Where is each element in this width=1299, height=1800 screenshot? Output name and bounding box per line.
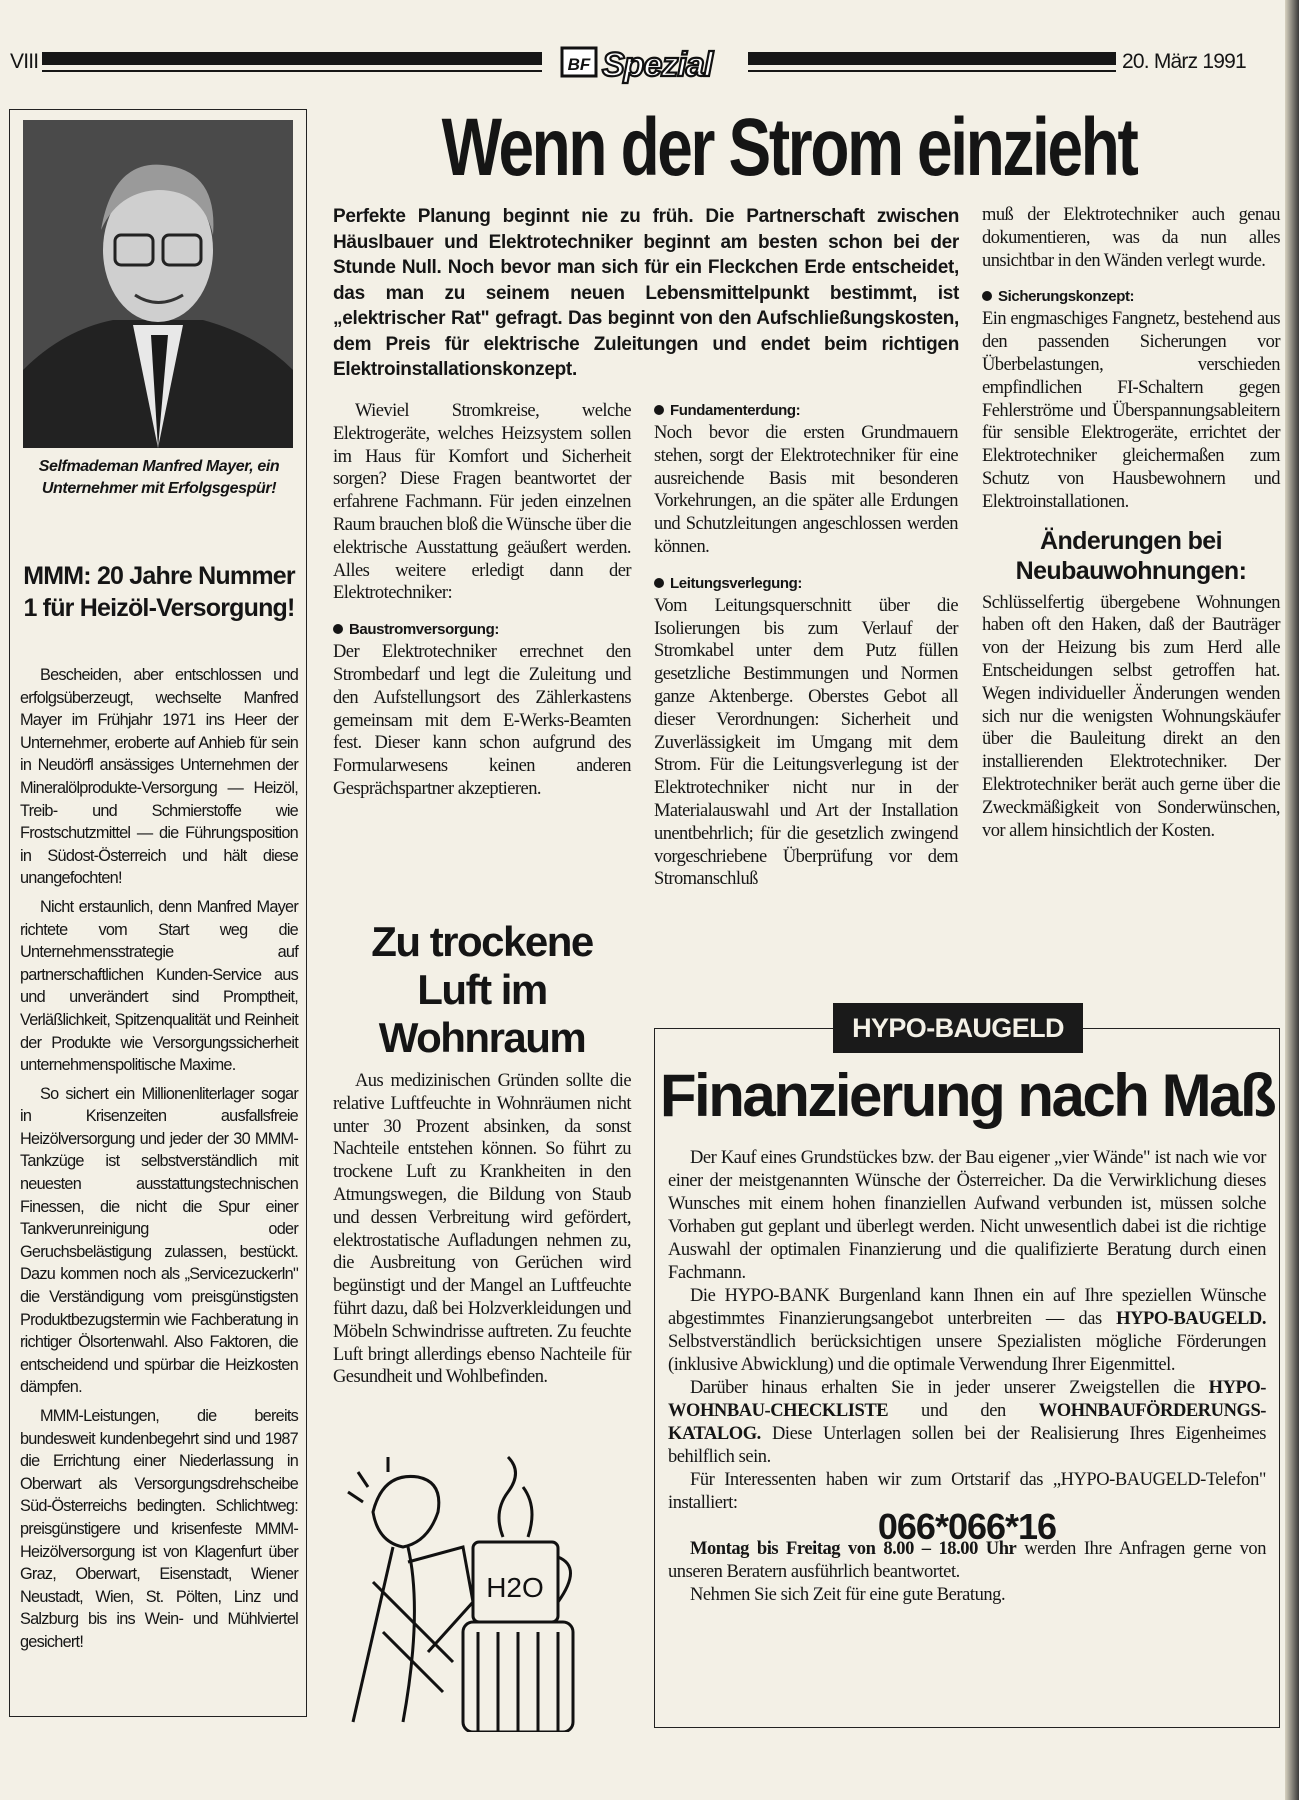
bullet-icon [333, 624, 343, 634]
paragraph: So sichert ein Millionenliterlager sogar in Krisenzeiten ausfallsfreie Heizölversorgung und jeder der 30 MMM-Tankzüge ist selbstverständlich mit neuesten ausstattungstechnischen Finessen, die nicht die Spur einer Tankverunreinigung oder Geruchsbelästigung zulassen, bestückt. Dazu kommen noch als „Servicezuckerln" die Verständigung vom preisgünstigsten Produktbezugstermin wie Fachberatung in richtiger Ölsortenwahl. Also Faktoren, die entscheidend und spürbar die Heizkosten dämpfen. [20, 1084, 298, 1397]
paragraph: Wieviel Stromkreise, welche Elektrogeräte, welches Heizsystem sollen im Haus für Komfort und Sicherheit sorgen? Diese Fragen beantwortet der erfahrene Fachmann. Für jeden einzelnen Raum brauchen bloß die Wünsche über die elektrische Ausstattung geäußert werden. Alles weitere erledigt dann der Elektrotechniker: [333, 401, 631, 604]
header-rule-right [748, 52, 1116, 65]
paragraph: MMM-Leistungen, die bereits bundesweit kundenbegehrt sind und 1987 die Errichtung einer Niederlassung in Oberwart als Versorgungsdrehscheibe Süd-Österreichs bedingten. Schlichtweg: preisgünstigere und krisenfeste MMM-Heizölversorgung ist von Klagenfurt über Graz, Oberwart, Eisenstadt, Wiener Neustadt, Wien, St. Pölten, Linz und Salzburg bis ins Wein- und Mühlviertel gesichert! [20, 1407, 298, 1651]
bullet-icon [654, 405, 664, 415]
bf-spezial-logo [560, 42, 740, 88]
article2-text [333, 1070, 631, 1389]
paragraph: Bescheiden, aber entschlossen und erfolgsüberzeugt, wechselte Manfred Mayer im Frühjahr 1971 ins Heer der Unternehmer, eroberte auf Anhieb für sein in Neudörfl ansässiges Unternehmen der Mineralölprodukte-Versorgung — Heizöl, Treib- und Schmierstoffe wie Frostschutzmittel — die Führungsposition in Südost-Österreich und hält diese unangefochten! [20, 666, 298, 888]
product-name: HYPO-BAUGELD. [1116, 1309, 1266, 1329]
text: Darüber hinaus erhalten Sie in jeder unserer Zweigstellen die [690, 1378, 1209, 1398]
sidebar-text [20, 664, 298, 1660]
phone-number: 066*066*16 [877, 1506, 1057, 1547]
issue-date: 20. März 1991 [1122, 50, 1246, 73]
section-title: Sicherungskonzept: [998, 288, 1135, 306]
scan-edge-shadow [1285, 0, 1299, 1800]
article-column-1 [333, 400, 631, 801]
ad-label: HYPO-BAUGELD [833, 1003, 1083, 1053]
text: werden Ihre Anfragen gerne von unseren Beratern ausführlich beantwortet. [668, 1539, 1266, 1582]
text: Selbstverständlich berücksichtigen unsere Spezialisten mögliche Förderungen (inklusive Abwicklung) und die optimale Verwendung Ihrer Eigenmittel. [668, 1332, 1266, 1375]
paragraph: Ein engmaschiges Fangnetz, bestehend aus den passenden Sicherungen vor Überbelastungen, verschieden empfindlichen FI-Schaltern gegen Fehlerströme und Überspannungsableitern für sensible Elektrogeräte, errichtet der Elektrotechniker gleichermaßen zum Schutz von Hausbewohnern und Elektroinstallationen. [982, 309, 1280, 512]
opening-hours: Montag bis Freitag von 8.00 – 18.00 Uhr [690, 1539, 1017, 1559]
paragraph: Der Elektrotechniker errechnet den Strombedarf und legt die Zuleitung und den Aufstellungsort des Zählerkastens gemeinsam mit dem E-Werks-Beamten fest. Dieser kann schon aufgrund des Formularwesens keinen anderen Gesprächspartner akzeptieren. [333, 642, 631, 799]
paragraph: Der Kauf eines Grundstückes bzw. der Bau eigener „vier Wände" ist nach wie vor einer der meistgenannten Wünsche der Österreicher. Da die Verwirklichung dieses Wunsches mit einem hohen finanziellen Aufwand verbunden ist, müssen solche Vorhaben gut geplant und überlegt werden. Nicht unwesentlich dabei ist die richtige Auswahl der optimalen Finanzierung und die qualifizierte Beratung durch einen Fachmann. [668, 1148, 1266, 1283]
sidebar-heading: MMM: 20 Jahre Nummer 1 für Heizöl-Versorgung! [23, 562, 295, 622]
text: Die HYPO-BANK Burgenland kann Ihnen ein auf Ihre speziellen Wünsche abgestimmtes Finanzierungsangebot unterbreiten — das [668, 1286, 1266, 1329]
paragraph [668, 1538, 1266, 1584]
checklist-name: HYPO-WOHNBAU-CHECKLISTE [668, 1378, 1266, 1421]
svg-text:BF: BF [567, 55, 591, 74]
bullet-icon [982, 291, 992, 301]
paragraph: Schlüsselfertig übergebene Wohnungen haben oft den Haken, daß der Bauträger von der Heizung bis zum Herd alle Entscheidungen selbst getroffen hat. Wegen individueller Änderungen wenden sich nur die wenigsten Wohnungskäufer über die Bauleitung direkt an den installierenden Elektrotechniker. Der Elektrotechniker berät auch gerne über die Zweckmäßigkeit von Sonderwünschen, vor allem hinsichtlich der Kosten. [982, 592, 1280, 841]
article2-headline: Zu trockene Luft im Wohnraum [371, 918, 593, 1061]
subheading: Änderungen bei Neubauwohnungen: [1015, 526, 1247, 585]
text: und den [888, 1401, 1039, 1421]
catalog-name: WOHNBAUFÖRDERUNGS-KATALOG. [668, 1401, 1266, 1444]
bullet-icon [654, 578, 664, 588]
paragraph: Nicht erstaunlich, denn Manfred Mayer richtete vom Start weg die Unternehmensstrategie auf partnerschaftlichen Kunden-Service aus und unverändert sind Promptheit, Verläßlichkeit, Spitzenqualität und Reinheit der Produkte wie Versorgungssicherheit unternehmenspolitische Maxime. [20, 897, 298, 1075]
paragraph: Noch bevor die ersten Grundmauern stehen, sorgt der Elektrotechniker für eine ausreichende Basis mit besonderen Vorkehrungen, an die später alle Erdungen und Schutzleitungen angeschlossen werden können. [654, 423, 958, 557]
article-column-3 [982, 204, 1280, 842]
paragraph: Nehmen Sie sich Zeit für eine gute Beratung. [690, 1585, 1006, 1605]
mug-label: H2O [486, 1572, 544, 1603]
section-title: Fundamenterdung: [670, 402, 801, 419]
section-heading [654, 400, 958, 422]
portrait-photo [23, 120, 293, 448]
section-title: Baustromversorgung: [349, 621, 499, 639]
section-heading [654, 573, 958, 595]
paragraph [668, 1285, 1266, 1377]
section-heading [333, 619, 631, 641]
paragraph: muß der Elektrotechniker auch genau dokumentieren, was da nun alles unsichtbar in den Wänden verlegt wurde. [982, 205, 1280, 271]
header-rule-right-thin [748, 70, 1116, 72]
ad-text [668, 1147, 1266, 1607]
article-column-2 [654, 400, 958, 891]
paragraph: Vom Leitungsquerschnitt über die Isolierungen bis zum Verlauf der Stromkabel unter dem Putz füllen gesetzliche Bestimmungen und Normen ganze Aktenberge. Oberstes Gebot all dieser Verordnungen: Sicherheit und Zuverlässigkeit im Umgang mit dem Strom. Für die Leitungsverlegung ist der Elektrotechniker nicht nur in der Materialauswahl und Art der Installation unentbehrlich; für die gesetzlich zwingend vorgeschriebene Überprüfung vor dem Stromanschluß [654, 595, 958, 890]
cartoon-illustration [333, 1452, 633, 1732]
paragraph: Für Interessenten haben wir zum Ortstarif das „HYPO-BAUGELD-Telefon" installiert: [668, 1470, 1266, 1513]
paragraph: Aus medizinischen Gründen sollte die relative Luftfeuchte in Wohnräumen nicht unter 30 Prozent absinken, da sonst Nachteile entstehen können. So führt zu trockene Luft zu Krankheiten in den Atmungswegen, die Bildung von Staub und dessen Verbreitung wird gefördert, elektrostatische Aufladungen nehmen zu, die Ausbreitung von Gerüchen wird begünstigt und der Mangel an Luftfeuchte führt dazu, daß bei Holzverkleidungen und Möbeln Schwindrisse auftreten. Zu feuchte Luft bringt allerdings ebenso Nachteile für Gesundheit und Wohlbefinden. [333, 1071, 631, 1388]
header-rule-left [42, 52, 542, 65]
article-headline: Wenn der Strom einzieht [441, 102, 1137, 193]
section-title: Leitungsverlegung: [670, 574, 802, 592]
header-rule-left-thin [42, 70, 542, 72]
svg-text:Spezial: Spezial [602, 46, 713, 84]
section-heading [982, 286, 1280, 308]
ad-headline: Finanzierung nach Maß [659, 1062, 1275, 1129]
paragraph [668, 1377, 1266, 1469]
photo-caption: Selfmademan Manfred Mayer, ein Unternehmer mit Erfolgsgespür! [38, 458, 280, 497]
article-lead: Perfekte Planung beginnt nie zu früh. Die Partnerschaft zwischen Häuslbauer und Elektrotechniker beginnt am besten schon bei der Stunde Null. Noch bevor man sich für ein Fleckchen Erde entscheidet, das man zu seinem neuen Lebensmittelpunkt bestimmt, ist „elektrischer Rat" gefragt. Das beginnt von den Aufschließungskosten, dem Preis für elektrische Zuleitungen und endet beim richtigen Elektroinstallationskonzept. [333, 206, 959, 380]
text: Diese Unterlagen sollen bei der Realisierung Ihres Eigenheimes behilflich sein. [668, 1424, 1266, 1467]
page-number: VIII [10, 50, 39, 73]
